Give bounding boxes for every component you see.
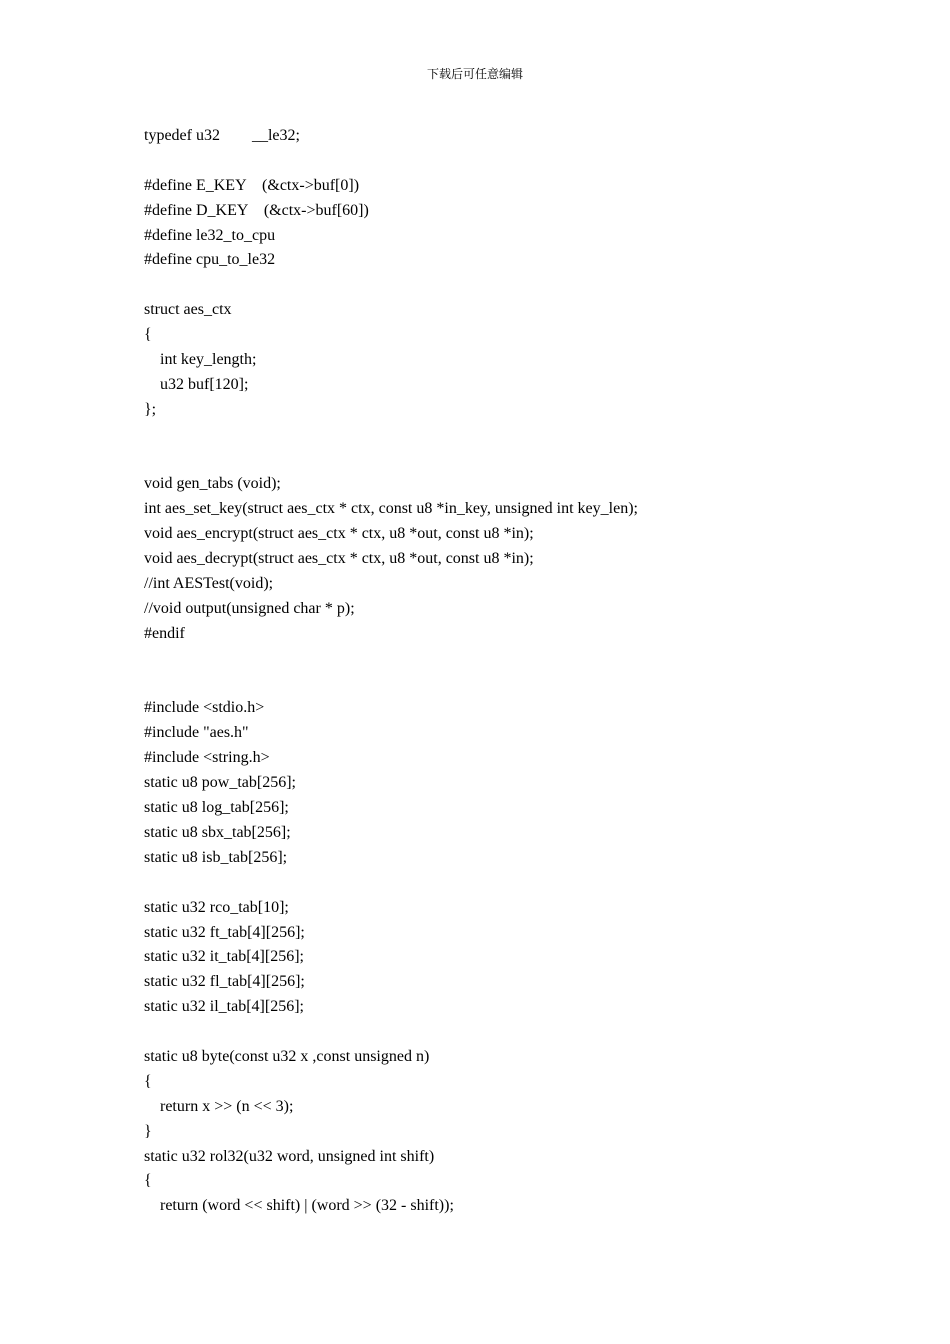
code-line: int aes_set_key(struct aes_ctx * ctx, const u8 *in_key, unsigned int key_len); bbox=[144, 500, 638, 518]
blank-line bbox=[144, 647, 904, 672]
code-line: int key_length; bbox=[144, 351, 257, 369]
code-line: static u32 il_tab[4][256]; bbox=[144, 998, 304, 1016]
code-line: void aes_decrypt(struct aes_ctx * ctx, u8 *out, const u8 *in); bbox=[144, 550, 534, 568]
code-line: { bbox=[144, 1072, 152, 1090]
code-line: { bbox=[144, 1172, 152, 1190]
blank-line bbox=[144, 448, 904, 473]
code-line: #define D_KEY (&ctx->buf[60]) bbox=[144, 201, 369, 219]
code-line: void aes_encrypt(struct aes_ctx * ctx, u8 *out, const u8 *in); bbox=[144, 525, 534, 543]
code-line: static u8 log_tab[256]; bbox=[144, 799, 289, 817]
code-line: //void output(unsigned char * p); bbox=[144, 599, 355, 617]
code-line: { bbox=[144, 326, 152, 344]
code-line: }; bbox=[144, 400, 157, 418]
code-line: static u8 sbx_tab[256]; bbox=[144, 823, 291, 841]
code-line: void gen_tabs (void); bbox=[144, 475, 281, 493]
blank-line bbox=[144, 273, 904, 298]
code-line: static u32 it_tab[4][256]; bbox=[144, 948, 304, 966]
code-line: static u8 pow_tab[256]; bbox=[144, 774, 296, 792]
code-line: #include <string.h> bbox=[144, 749, 270, 767]
code-line: static u32 fl_tab[4][256]; bbox=[144, 973, 305, 991]
code-body bbox=[144, 124, 904, 1219]
code-line: struct aes_ctx bbox=[144, 301, 232, 319]
code-line: } bbox=[144, 1122, 152, 1140]
code-line: u32 buf[120]; bbox=[144, 375, 249, 393]
code-line: typedef u32 __le32; bbox=[144, 127, 300, 144]
code-line: #define E_KEY (&ctx->buf[0]) bbox=[144, 176, 360, 194]
code-line: #define cpu_to_le32 bbox=[144, 251, 276, 269]
code-line: static u32 rco_tab[10]; bbox=[144, 898, 289, 916]
code-line: return (word << shift) | (word >> (32 - shift)); bbox=[144, 1197, 454, 1215]
code-line: #include "aes.h" bbox=[144, 724, 249, 742]
code-line: #endif bbox=[144, 624, 185, 642]
code-line: //int AESTest(void); bbox=[144, 575, 274, 593]
blank-line bbox=[144, 672, 904, 697]
code-line: static u8 byte(const u32 x ,const unsigned n) bbox=[144, 1047, 430, 1065]
code-line: static u32 rol32(u32 word, unsigned int shift) bbox=[144, 1147, 435, 1165]
code-line: #include <stdio.h> bbox=[144, 699, 265, 717]
blank-line bbox=[144, 871, 904, 896]
blank-line bbox=[144, 149, 904, 174]
code-line: static u8 isb_tab[256]; bbox=[144, 848, 288, 866]
blank-line bbox=[144, 423, 904, 448]
blank-line bbox=[144, 1020, 904, 1045]
code-line: return x >> (n << 3); bbox=[144, 1097, 294, 1115]
code-line: #define le32_to_cpu bbox=[144, 226, 276, 244]
code-line: static u32 ft_tab[4][256]; bbox=[144, 923, 305, 941]
page-header: 下载后可任意编辑 bbox=[426, 67, 523, 81]
